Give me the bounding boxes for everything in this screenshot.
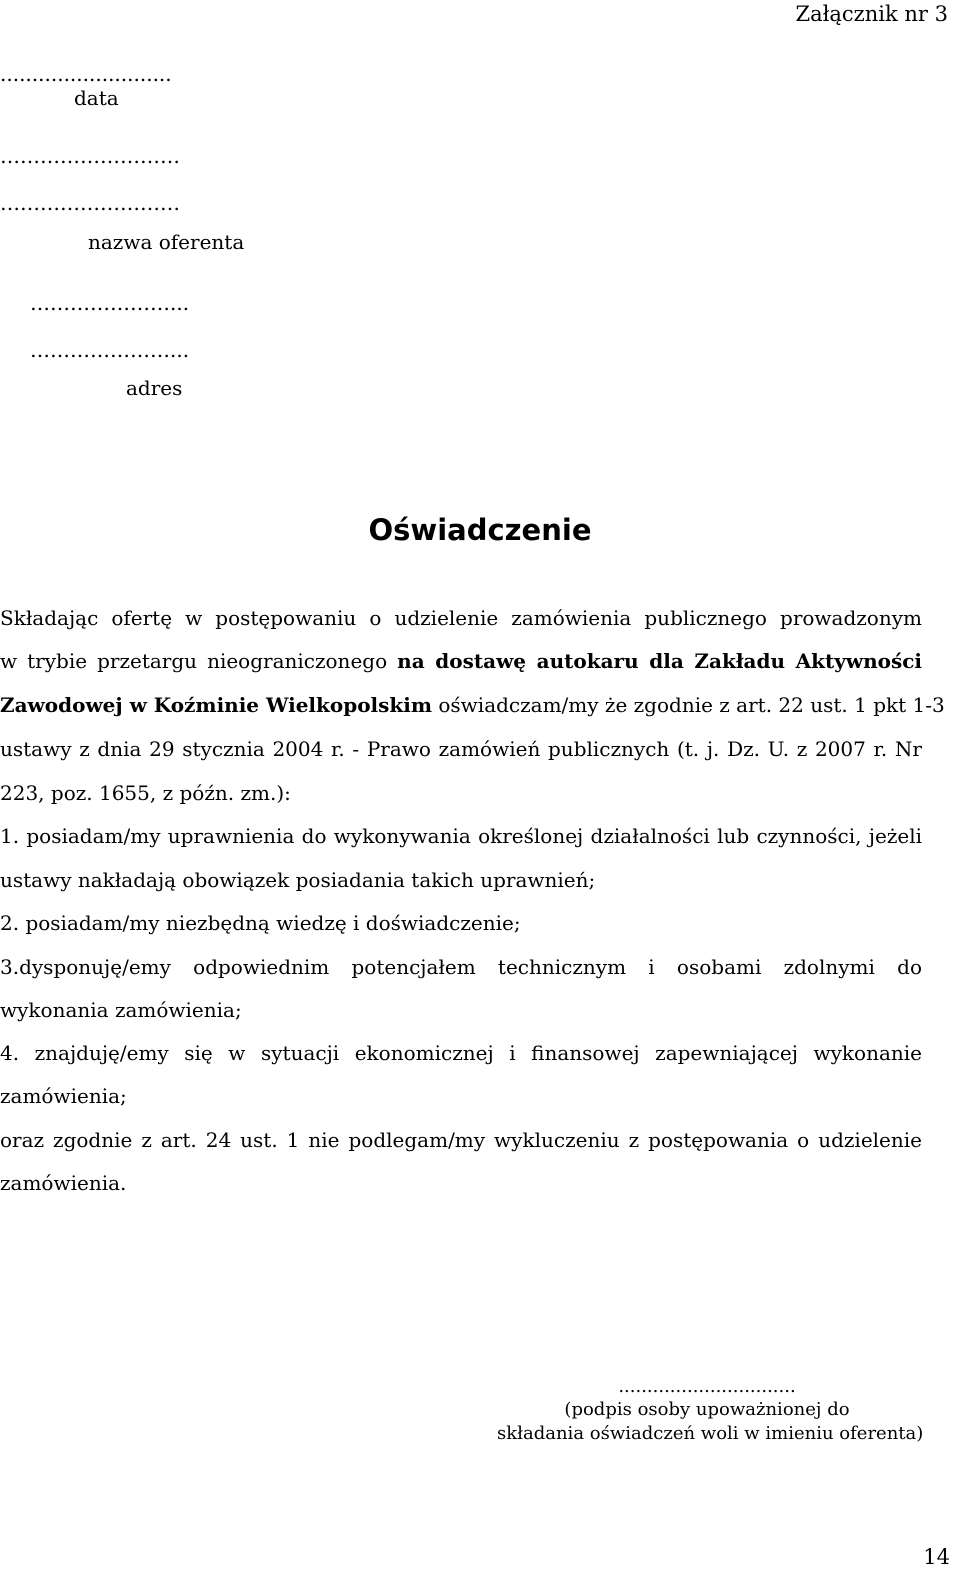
address-label: adres (126, 376, 183, 400)
signature-caption-line-2: składania oświadczeń woli w imieniu oferenta) (497, 1423, 924, 1444)
intro-line-3 (0, 692, 945, 718)
page-number: 14 (923, 1545, 950, 1569)
contract-subject-part-2: Zawodowej w Koźminie Wielkopolskim (0, 693, 433, 717)
contract-subject-part-1: na dostawę autokaru dla Zakładu Aktywności (397, 649, 923, 673)
intro-line-3-plain: oświadczam/my że zgodnie z art. 22 ust. 1 pkt 1-3 (432, 693, 945, 717)
intro-line-4: ustawy z dnia 29 stycznia 2004 r. - Prawo zamówień publicznych (t. j. Dz. U. z 2007 r. Nr (0, 737, 922, 761)
intro-line-2-plain: w trybie przetargu nieograniczonego (0, 649, 398, 673)
closing-line-2: zamówienia. (0, 1171, 127, 1195)
address-dots-1: …………………... (30, 291, 190, 315)
item-2: 2. posiadam/my niezbędną wiedzę i doświadczenie; (0, 911, 521, 935)
item-4-line-2: zamówienia; (0, 1084, 127, 1108)
date-dots: ........................... (0, 62, 172, 86)
document-title: Oświadczenie (368, 513, 592, 547)
signature-dots: ............................... (618, 1376, 796, 1397)
name-dots-2: ……………………… (0, 191, 180, 215)
address-dots-2: …………………... (30, 338, 190, 362)
intro-line-1: Składając ofertę w postępowaniu o udzielenie zamówienia publicznego prowadzonym (0, 606, 922, 630)
name-label: nazwa oferenta (88, 230, 245, 254)
intro-line-5: 223, poz. 1655, z późn. zm.): (0, 781, 291, 805)
attachment-label: Załącznik nr 3 (795, 2, 948, 26)
item-1-line-2: ustawy nakładają obowiązek posiadania takich uprawnień; (0, 868, 596, 892)
intro-line-2 (0, 648, 922, 674)
item-3-line-2: wykonania zamówienia; (0, 998, 242, 1022)
date-label: data (74, 86, 119, 110)
item-1-line-1: 1. posiadam/my uprawnienia do wykonywania określonej działalności lub czynności, jeżeli (0, 824, 922, 848)
item-3-line-1: 3.dysponuję/emy odpowiednim potencjałem technicznym i osobami zdolnymi do (0, 955, 922, 979)
item-4-line-1: 4. znajduję/emy się w sytuacji ekonomicznej i finansowej zapewniającej wykonanie (0, 1041, 922, 1065)
signature-caption-line-1: (podpis osoby upoważnionej do (564, 1399, 850, 1420)
closing-line-1: oraz zgodnie z art. 24 ust. 1 nie podlegam/my wykluczeniu z postępowania o udzielenie (0, 1128, 922, 1152)
name-dots-1: ……………………… (0, 144, 180, 168)
